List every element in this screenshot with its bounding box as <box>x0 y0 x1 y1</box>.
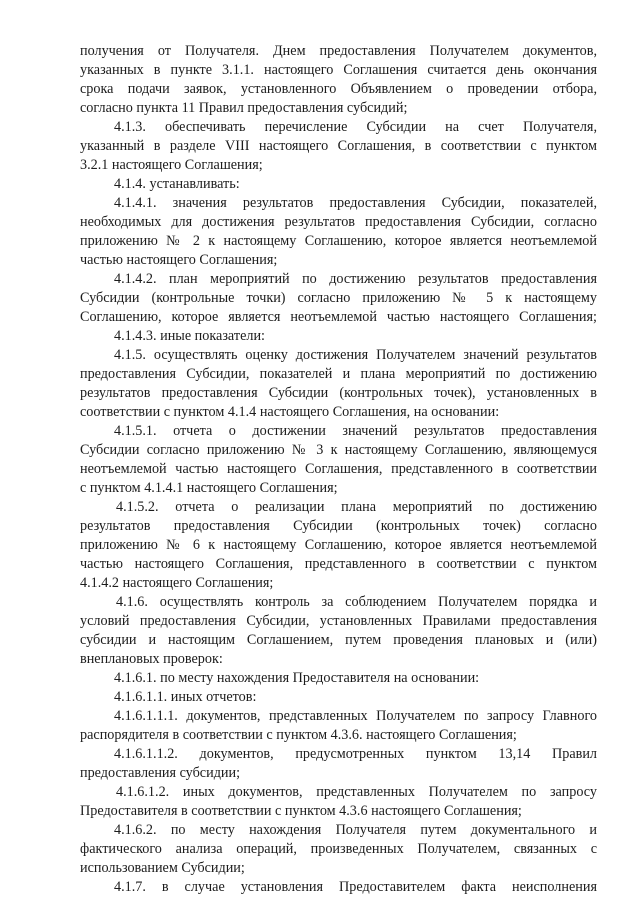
text-line: с пунктом 4.1.4.1 настоящего Соглашения; <box>80 480 338 496</box>
text-line: приложению № 6 к настоящему Соглашению, которое является неотъемлемой <box>80 537 597 553</box>
text-line: условий предоставления Субсидии, установленных Правилами предоставления <box>80 613 597 629</box>
text-line: приложению № 2 к настоящему Соглашению, которое является неотъемлемой <box>80 233 597 249</box>
text-line: частью настоящего Соглашения; <box>80 252 278 268</box>
text-line: срока подачи заявок, установленного Объявлением о проведении отбора, <box>80 81 597 97</box>
text-line: неотъемлемой частью настоящего Соглашения, представленного в соответствии <box>80 461 597 477</box>
text-line: 4.1.6.2. по месту нахождения Получателя путем документального и <box>114 822 597 838</box>
text-line: Предоставителя в соответствии с пунктом 4.3.6 настоящего Соглашения; <box>80 803 522 819</box>
text-line: 4.1.6.1.1. иных отчетов: <box>114 689 257 705</box>
text-line: Субсидии согласно приложению № 3 к настоящему Соглашению, являющемуся <box>80 442 597 458</box>
text-line: 4.1.4.2. план мероприятий по достижению результатов предоставления <box>114 271 597 287</box>
text-line: Субсидии (контрольные точки) согласно приложению № 5 к настоящему <box>80 290 597 306</box>
text-line: 4.1.5.1. отчета о достижении значений результатов предоставления <box>114 423 597 439</box>
text-line: Соглашению, которое является неотъемлемой частью настоящего Соглашения; <box>80 309 597 325</box>
text-line: 4.1.4.2 настоящего Соглашения; <box>80 575 274 591</box>
text-line: использованием Субсидии; <box>80 860 245 876</box>
text-line: фактического анализа операций, произведенных Получателем, связанных с <box>80 841 597 857</box>
text-line: внеплановых проверок: <box>80 651 223 667</box>
text-line: 4.1.3. обеспечивать перечисление Субсидии на счет Получателя, <box>114 119 597 135</box>
text-line: указанных в пункте 3.1.1. настоящего Соглашения считается день окончания <box>80 62 597 78</box>
text-line: предоставления субсидии; <box>80 765 241 781</box>
text-line: распорядителя в соответствии с пунктом 4.3.6. настоящего Соглашения; <box>80 727 517 743</box>
text-line: указанный в разделе VIII настоящего Соглашения, в соответствии с пунктом <box>80 138 597 154</box>
text-line: 4.1.4. устанавливать: <box>114 176 240 192</box>
text-line: 4.1.6.1.2. иных документов, представленных Получателем по запросу <box>116 784 597 800</box>
text-line: 4.1.6. осуществлять контроль за соблюдением Получателем порядка и <box>116 594 597 610</box>
text-line: 4.1.6.1.1.2. документов, предусмотренных пунктом 13,14 Правил <box>114 746 597 762</box>
text-line: согласно пункта 11 Правил предоставления субсидий; <box>80 100 408 116</box>
text-line: предоставления Субсидии, показателей и плана мероприятий по достижению <box>80 366 597 382</box>
text-line: субсидии и настоящим Соглашением, путем проведения плановых и (или) <box>80 632 597 648</box>
text-line: 4.1.4.3. иные показатели: <box>114 328 265 344</box>
text-line: 4.1.5.2. отчета о реализации плана мероприятий по достижению <box>116 499 597 515</box>
text-line: 4.1.6.1. по месту нахождения Предоставителя на основании: <box>114 670 480 686</box>
text-line: результатов предоставления Субсидии (контрольных точек), установленных в <box>80 385 597 401</box>
text-line: 4.1.4.1. значения результатов предоставления Субсидии, показателей, <box>114 195 597 211</box>
text-line: частью настоящего Соглашения, представленного в соответствии с пунктом <box>80 556 597 572</box>
text-line: 4.1.6.1.1.1. документов, представленных Получателем по запросу Главного <box>114 708 597 724</box>
text-line: результатов предоставления Субсидии (контрольных точек) согласно <box>80 518 597 534</box>
text-line: 4.1.7. в случае установления Предоставителем факта неисполнения <box>114 879 597 895</box>
text-line: соответствии с пунктом 4.1.4 настоящего Соглашения, на основании: <box>80 404 500 420</box>
text-line: необходимых для достижения результатов предоставления Субсидии, согласно <box>80 214 597 230</box>
text-line: получения от Получателя. Днем предоставления Получателем документов, <box>80 43 597 59</box>
text-line: 4.1.5. осуществлять оценку достижения Получателем значений результатов <box>114 347 597 363</box>
text-line: 3.2.1 настоящего Соглашения; <box>80 157 263 173</box>
